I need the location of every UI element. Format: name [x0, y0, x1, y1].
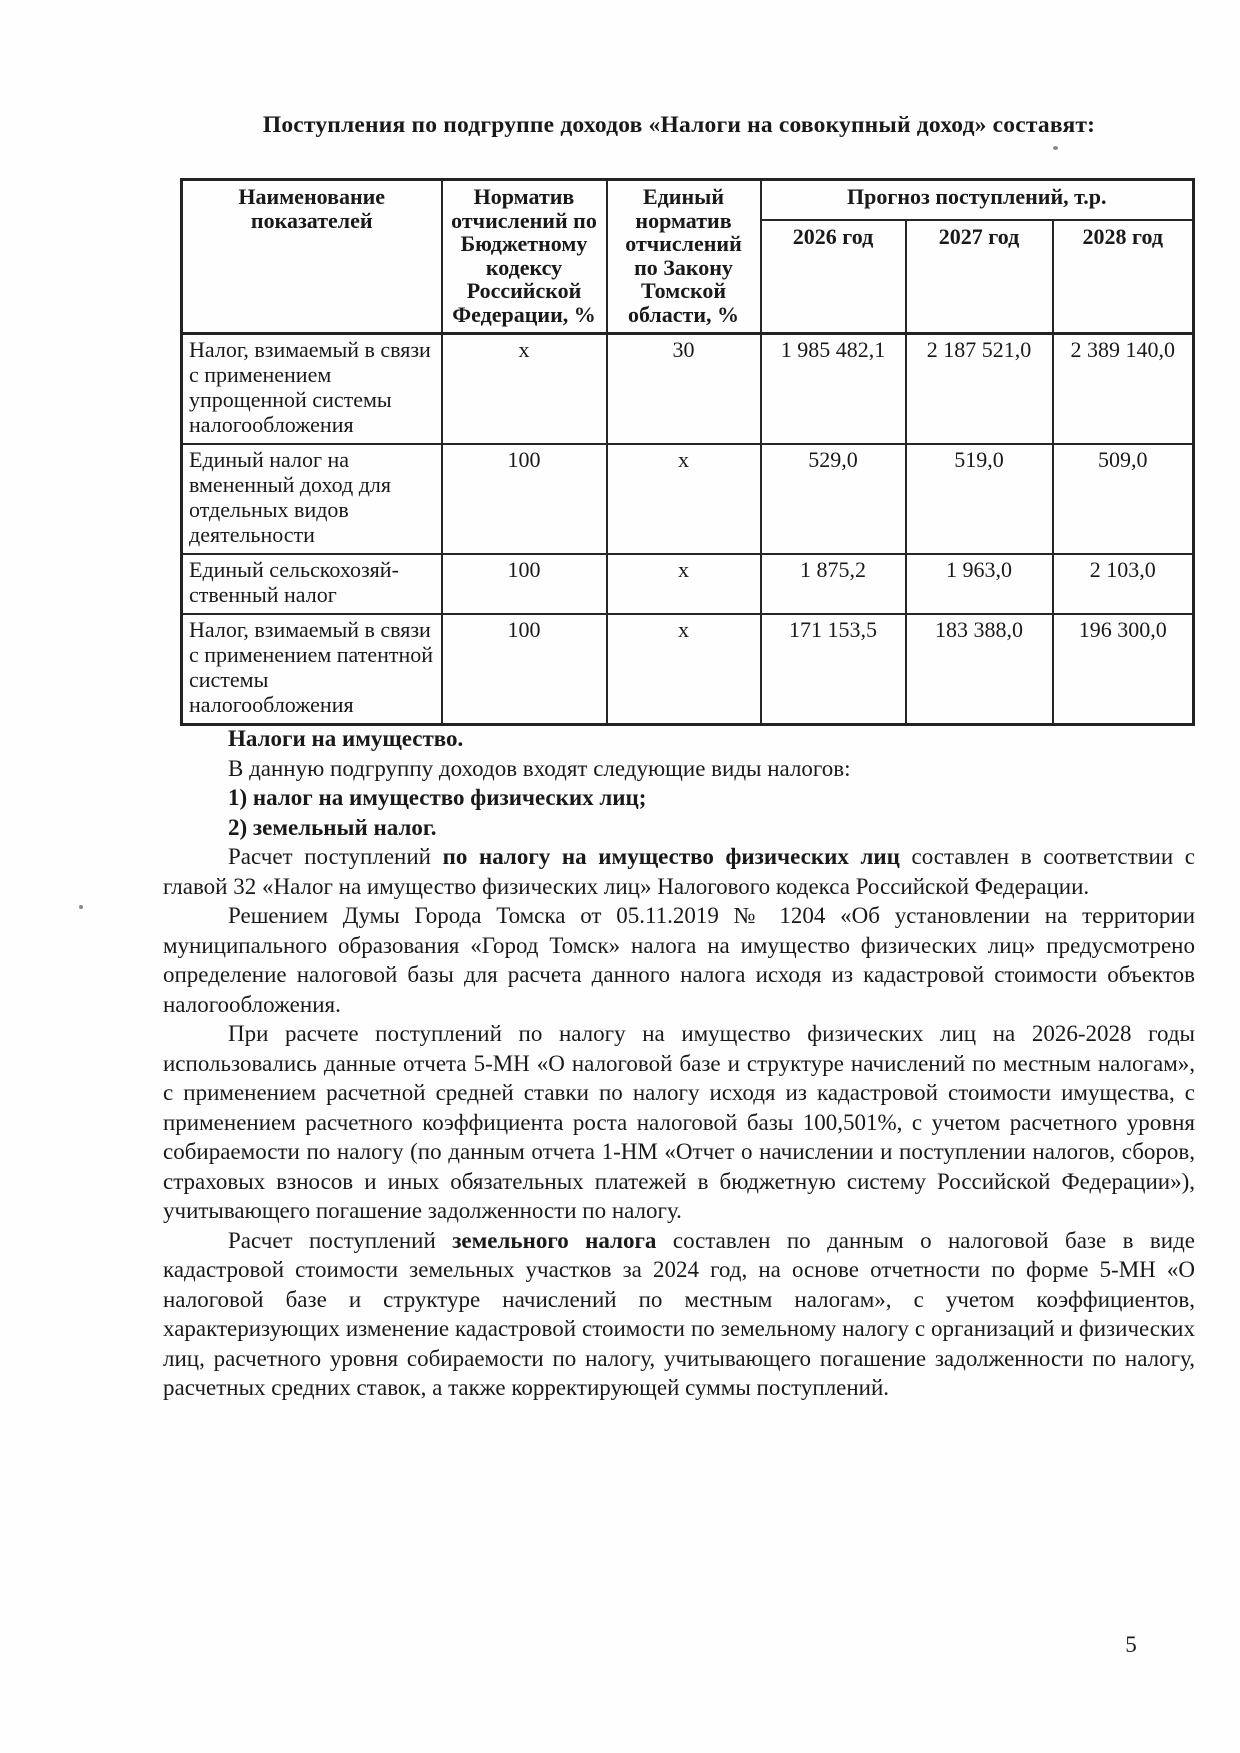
- norm-bk-value: 100: [442, 444, 607, 554]
- value-2026: 529,0: [761, 444, 906, 554]
- page-title: Поступления по подгруппе доходов «Налоги на совокупный доход» составят:: [262, 112, 1096, 138]
- value-2026: 1 985 482,1: [761, 334, 906, 445]
- body-text: [163, 724, 1195, 1403]
- norm-bk-value: 100: [442, 554, 607, 614]
- list-item-personal-property-tax: 1) налог на имущество физических лиц;: [228, 785, 647, 810]
- header-year-2027: 2027 год: [906, 220, 1053, 334]
- page-number: 5: [1125, 1632, 1137, 1657]
- table-row-usn: [182, 334, 1194, 445]
- table-row-eshn: [182, 554, 1194, 614]
- norm-bk-value: х: [442, 334, 607, 445]
- value-2027: 183 388,0: [906, 614, 1053, 725]
- section-heading-property-taxes: Налоги на имущество.: [228, 726, 464, 751]
- header-norm-tomsk-law: Единый норматив отчислений по Закону Томской области, %: [607, 180, 761, 334]
- value-2027: 519,0: [906, 444, 1053, 554]
- row-label: Единый налог на вмененный доход для отдельных видов деятельности: [182, 444, 442, 554]
- norm-law-value: 30: [607, 334, 761, 445]
- row-label: Налог, взимаемый в связи с применением упрощенной системы налогообложения: [182, 334, 442, 445]
- paragraph-land-tax-calc: [163, 1226, 1195, 1403]
- header-indicator-name: Наименование показателей: [182, 180, 442, 334]
- paragraph-bold-phrase: по налогу на имущество физических лиц: [442, 844, 900, 869]
- scan-artifact-dot: [79, 905, 83, 909]
- header-forecast-group: Прогноз поступлений, т.р.: [761, 180, 1194, 220]
- tax-forecast-table: [180, 178, 1195, 726]
- paragraph-bold-phrase: земельного налога: [452, 1227, 657, 1253]
- table-header: [182, 180, 1194, 334]
- value-2026: 1 875,2: [761, 554, 906, 614]
- value-2028: 2 389 140,0: [1053, 334, 1194, 445]
- value-2027: 1 963,0: [906, 554, 1053, 614]
- norm-bk-value: 100: [442, 614, 607, 725]
- header-year-2026: 2026 год: [761, 220, 906, 334]
- paragraph-text: Расчет поступлений: [228, 1227, 453, 1253]
- value-2028: 509,0: [1053, 444, 1194, 554]
- norm-law-value: х: [607, 614, 761, 725]
- paragraph-duma-decision: Решением Думы Города Томска от 05.11.2019 № 1204 «Об установлении на территории муниципального образования «Город Томск» налога на имущество физических лиц» предусмотрено определение налоговой базы для расчета данного налога исходя из кадастровой стоимости объектов налогообложения.: [163, 903, 1195, 1017]
- value-2028: 196 300,0: [1053, 614, 1194, 725]
- paragraph-text: Расчет поступлений: [228, 844, 443, 869]
- intro-line: В данную подгруппу доходов входят следующие виды налогов:: [228, 755, 851, 781]
- paragraph-personal-property-tax-basis: [163, 842, 1195, 901]
- row-label: Налог, взимаемый в связи с применением патентной системы налогообложения: [182, 614, 442, 725]
- header-year-2028: 2028 год: [1053, 220, 1194, 334]
- table-row-patent: [182, 614, 1194, 725]
- value-2027: 2 187 521,0: [906, 334, 1053, 445]
- norm-law-value: х: [607, 554, 761, 614]
- value-2026: 171 153,5: [761, 614, 906, 725]
- value-2028: 2 103,0: [1053, 554, 1194, 614]
- paragraph-text: составлен в соответствии с главой 32 «Налог на имущество физических лиц» Налогового кодекса Российской Федерации.: [163, 844, 1195, 899]
- paragraph-calculation-method: При расчете поступлений по налогу на имущество физических лиц на 2026-2028 годы использовались данные отчета 5-МН «О налоговой базе и структуре начислений по местным налогам», с применением расчетной средней ставки по налогу исходя из кадастровой стоимости имущества, с применением расчетного коэффициента роста налоговой базы 100,501%, с учетом расчетного уровня собираемости по налогу (по данным отчета 1-НМ «Отчет о начислении и поступлении налогов, сборов, страховых взносов и иных обязательных платежей в бюджетную систему Российской Федерации»), учитывающего погашение задолженности по налогу.: [163, 1021, 1195, 1223]
- paragraph-text: составлен по данным о налоговой базе в виде кадастровой стоимости земельных участков за 2024 год, на основе отчетности по форме 5-МН «О налоговой базе и структуре начислений по местным налогам», с учетом коэффициентов, характеризующих изменение кадастровой стоимости по земельному налогу с организаций и физических лиц, расчетного уровня собираемости по налогу, учитывающего погашение задолженности по налогу, расчетных средних ставок, а также корректирующей суммы поступлений.: [163, 1227, 1195, 1400]
- row-label: Единый сельскохозяй-ственный налог: [182, 554, 442, 614]
- table-row-envd: [182, 444, 1194, 554]
- header-norm-budget-code: Норматив отчислений по Бюджетному кодексу Российской Федерации, %: [442, 180, 607, 334]
- scan-artifact-dot: [1053, 146, 1058, 150]
- list-item-land-tax: 2) земельный налог.: [228, 814, 437, 840]
- norm-law-value: х: [607, 444, 761, 554]
